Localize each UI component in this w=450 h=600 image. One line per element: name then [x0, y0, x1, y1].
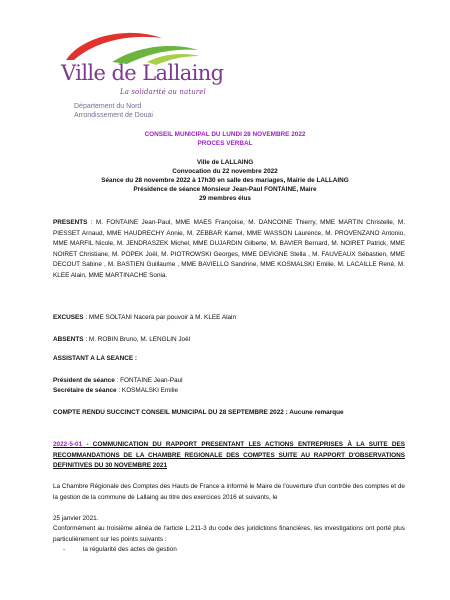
logo-department-line: Département du Nord [74, 103, 142, 110]
absents-paragraph [53, 335, 405, 346]
body-paragraph-1-date [53, 514, 405, 525]
bullet-dash: - [63, 546, 66, 553]
secretary-paragraph [53, 386, 405, 397]
elected-members-count: 29 membres élus [199, 195, 251, 202]
bullet-text: la régularité des actes de gestion [83, 546, 177, 553]
body-paragraph-1-text: La Chambre Régionale des Comptes des Hauts de France a informé le Maire de l'ouverture d'un contrôle des comptes et de la gestion de la commune de Lallaing au titre des exercices 2016 et suivants, le [53, 483, 405, 501]
logo-arrondissement-line: Arrondissement de Douai [74, 112, 153, 119]
logo-tagline: La solidarité au naturel [120, 88, 206, 96]
list-item [63, 545, 177, 555]
absents-text: : M. ROBIN Bruno, M. LENGLIN Joël [83, 336, 191, 343]
presents-list: : M. FONTAINE Jean-Paul, MME MAES Françoise, M. DANCOINE Thierry, MME MARTIN Christelle, M. PIESSET Arnaud, MME HAUDRECHY Annie, M. ZEBBAR Kamel, MME WASSON Laurence, M. PROVENZANO Antonio, MME MARFIL Nicole, M. JENDRASZEK Michel, MME DUJARDIN Gilberte, M. BAVIER Bernard, M. NOIRET Patrick, MME NOIRET Christiane, M. POPEK Joël, M. PIOTROWSKI Georges, MME DEVIGNE Stella , M. FAUVEAUX Sébastien, MME DECOUT Sabine , M. BASTIEN Guillaume , MME BAVIELLO Sandrine, MME KOSMALSKI Emilie, M. LACAILLE René, M. KLEE Alain, MME MARTINACHE Sonia. [53, 219, 405, 279]
assistant-label: ASSISTANT A LA SEANCE [53, 355, 134, 362]
president-text: : FONTAINE Jean-Paul [114, 377, 183, 384]
agenda-item-heading [53, 440, 405, 472]
excuses-paragraph [53, 313, 405, 324]
absents-label: ABSENTS [53, 336, 84, 343]
session-details: Séance du 28 novembre 2022 à 17h30 en salle des mariages, Mairie de LALLAING [101, 177, 349, 184]
previous-minutes-text: COMPTE RENDU SUCCINCT CONSEIL MUNICIPAL DU 28 SEPTEMBRE 2022 : Aucune remarque [53, 409, 344, 416]
body-paragraph-1 [53, 482, 405, 503]
assistant-paragraph [53, 354, 405, 365]
previous-minutes-paragraph [53, 408, 405, 419]
excuses-text: : MME SOLTANI Nacera par pouvoir à M. KLEE Alain [83, 314, 237, 321]
convocation-block [0, 158, 450, 203]
presents-paragraph [53, 218, 405, 282]
president-paragraph [53, 376, 405, 387]
logo-department [74, 102, 153, 120]
presents-label: PRESENTS [53, 219, 88, 226]
convocation-date: Convocation du 22 novembre 2022 [172, 168, 278, 175]
body-paragraph-2-text: Conformément au troisième alinéa de l'article L.211-3 du code des juridictions financières, les investigations ont porté plus particulièrement sur les points suivants : [53, 525, 405, 543]
president-label: Président de séance [53, 377, 115, 384]
logo-title: Ville de Lallaing [61, 61, 224, 85]
body-date-text: 25 janvier 2021. [53, 515, 99, 522]
body-paragraph-2 [53, 524, 405, 545]
assistant-suffix: : [133, 355, 138, 362]
council-title: CONSEIL MUNICIPAL DU LUNDI 28 NOVEMBRE 2022 [144, 131, 306, 138]
agenda-item-title: - COMMUNICATION DU RAPPORT PRESENTANT LES ACTIONS ENTREPRISES À LA SUITE DES RECOMMANDATIONS DE LA CHAMBRE REGIONALE DES COMPTES SUITE AU RAPPORT D'OBSERVATIONS DEFINITIVES DU 30 NOVEMBRE 2021 [53, 441, 405, 470]
excuses-label: EXCUSES [53, 314, 84, 321]
town-name: Ville de LALLAING [196, 159, 254, 166]
secretary-label: Secrétaire de séance [53, 387, 117, 394]
agenda-item-code: 2022-5-01 [53, 441, 83, 448]
minutes-title: PROCES VERBAL [197, 140, 253, 147]
secretary-text: : KOSMALSKI Emilie [116, 387, 179, 394]
town-logo [52, 28, 224, 120]
council-heading [0, 130, 450, 148]
session-president: Présidence de séance Monsieur Jean-Paul FONTAINE, Maire [133, 186, 317, 193]
